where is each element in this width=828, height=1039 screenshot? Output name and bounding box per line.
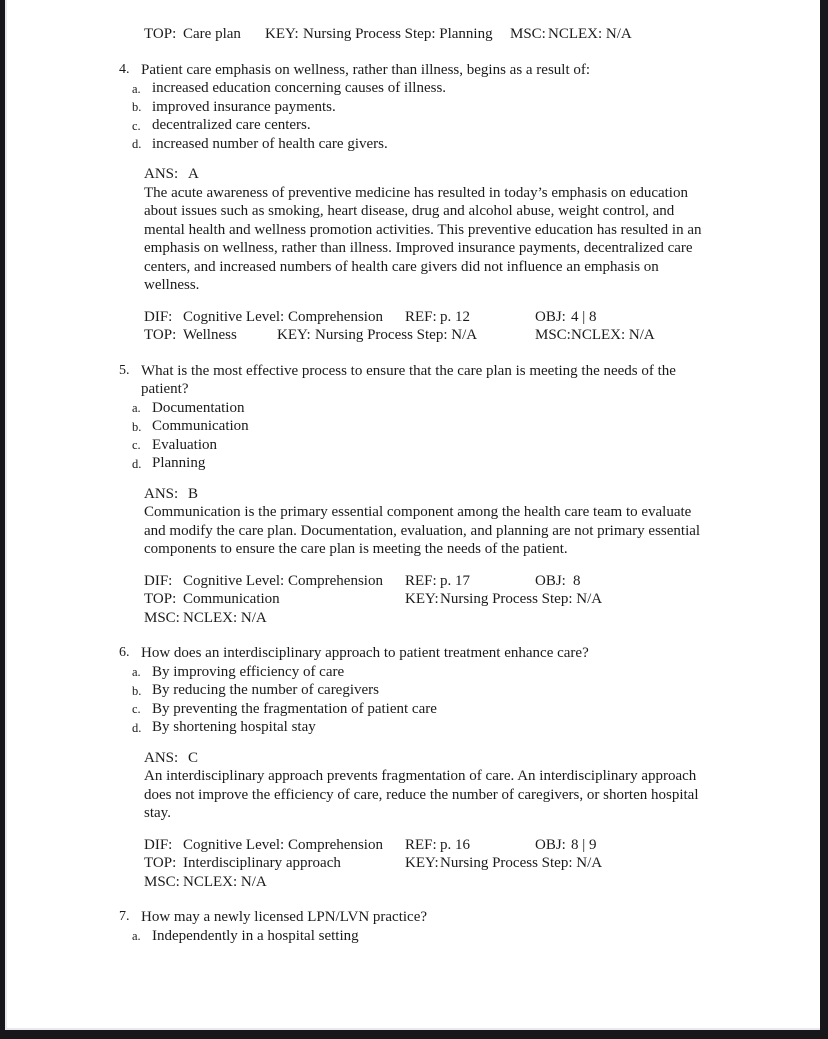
question-number: 4. — [119, 61, 130, 77]
metadata-field: Wellness — [183, 327, 237, 343]
choice-text: Communication — [152, 418, 249, 434]
answer-line — [144, 485, 820, 504]
question-stem-line: What is the most effective process to ensure that the care plan is meeting the needs of the — [141, 362, 676, 379]
metadata-field: B — [188, 485, 199, 502]
question-stem-line: Patient care emphasis on wellness, rather than illness, begins as a result of: — [141, 61, 591, 78]
question-stem-line: How does an interdisciplinary approach to patient treatment enhance care? — [141, 645, 589, 661]
metadata-field: MSC: — [144, 873, 180, 890]
metadata-field: DIF: — [144, 308, 173, 325]
question-block — [7, 362, 820, 628]
metadata-field: ANS: — [144, 749, 179, 766]
question-stem — [141, 362, 820, 399]
question-number: 7. — [119, 909, 130, 924]
metadata-field: Nursing Process Step: Planning — [303, 26, 493, 42]
rationale-line: components to ensure the care plan is meeting the needs of the patient. — [144, 541, 568, 557]
answer-choice — [7, 700, 820, 719]
choice-text: decentralized care centers. — [152, 117, 311, 133]
choice-letter: c. — [132, 702, 141, 716]
answer-line — [144, 749, 820, 768]
rationale-line: The acute awareness of preventive medicine has resulted in today’s emphasis on education — [144, 184, 688, 201]
choice-text: Independently in a hospital setting — [152, 927, 359, 944]
choice-text: Evaluation — [152, 436, 217, 453]
metadata-field: Communication — [183, 591, 280, 607]
document-page — [5, 0, 820, 1030]
metadata-block — [144, 836, 820, 892]
metadata-field: 8 | 9 — [571, 836, 597, 853]
metadata-field: REF: — [405, 308, 437, 325]
rationale-line: Communication is the primary essential component among the health care team to evaluate — [144, 504, 692, 520]
choice-letter: a. — [132, 929, 141, 943]
metadata-field: DIF: — [144, 572, 173, 589]
choice-text: increased number of health care givers. — [152, 135, 388, 152]
question-stem-row — [7, 61, 820, 80]
choice-letter: b. — [132, 683, 142, 698]
metadata-block — [144, 572, 820, 628]
rationale-line: emphasis on wellness, rather than illness. Improved insurance payments, decentralized care — [144, 240, 693, 256]
metadata-row — [144, 572, 820, 591]
choice-text: By reducing the number of caregivers — [152, 682, 379, 698]
metadata-field: Cognitive Level: Comprehension — [183, 572, 383, 589]
choice-letter: c. — [132, 438, 141, 452]
metadata-field: DIF: — [144, 836, 173, 853]
question-stem-row — [7, 362, 820, 399]
metadata-field: REF: — [405, 836, 437, 853]
metadata-field: NCLEX: N/A — [571, 327, 655, 343]
metadata-row — [144, 308, 820, 327]
choice-text: Planning — [152, 455, 206, 471]
question-block — [7, 61, 820, 345]
metadata-field: OBJ: — [535, 572, 566, 589]
metadata-field: NCLEX: N/A — [548, 26, 632, 42]
metadata-field: TOP: — [144, 591, 177, 607]
metadata-field: Cognitive Level: Comprehension — [183, 836, 383, 853]
metadata-field: ANS: — [144, 166, 179, 182]
metadata-field: NCLEX: N/A — [183, 873, 267, 890]
metadata-field: Interdisciplinary approach — [183, 855, 341, 871]
answer-choice — [7, 718, 820, 737]
choice-text: By improving efficiency of care — [152, 663, 345, 680]
metadata-field: p. 12 — [440, 308, 470, 325]
metadata-row — [144, 873, 820, 892]
rationale-line: mental health and wellness promotion activities. This preventive education has resulted in an — [144, 221, 702, 238]
question-stem — [141, 908, 820, 927]
choice-letter: d. — [132, 720, 142, 735]
metadata-field: REF: — [405, 572, 437, 589]
metadata-field: KEY: — [405, 591, 439, 607]
rationale-line: An interdisciplinary approach prevents fragmentation of care. An interdisciplinary approach — [144, 768, 697, 784]
metadata-field: Nursing Process Step: N/A — [440, 591, 603, 607]
metadata-row — [144, 836, 820, 855]
question-number: 6. — [119, 645, 130, 660]
metadata-row — [144, 25, 820, 44]
rationale-line: about issues such as smoking, heart disease, drug and alcohol abuse, weight control, and — [144, 203, 675, 219]
metadata-field: TOP: — [144, 26, 177, 42]
metadata-field: Care plan — [183, 26, 241, 42]
answer-line — [144, 165, 820, 184]
rationale-line: centers, and increased numbers of health care givers did not influence an emphasis on — [144, 258, 659, 275]
metadata-field: A — [188, 166, 199, 182]
answer-choice — [7, 927, 820, 946]
answer-choice — [7, 135, 820, 154]
question-block — [7, 644, 820, 891]
answer-choice — [7, 454, 820, 473]
answer-choice — [7, 98, 820, 117]
metadata-field: C — [188, 749, 199, 766]
metadata-row — [144, 854, 820, 873]
question-stem-row — [7, 644, 820, 663]
question-number: 5. — [119, 362, 130, 378]
metadata-field: ANS: — [144, 485, 179, 502]
choice-letter: a. — [132, 401, 141, 415]
choice-letter: b. — [132, 100, 142, 114]
page-content — [7, 25, 820, 945]
metadata-field: MSC: — [510, 26, 546, 42]
metadata-field: 8 — [573, 572, 581, 589]
answer-choice — [7, 417, 820, 436]
metadata-field: MSC: — [144, 609, 180, 626]
choice-text: By shortening hospital stay — [152, 719, 316, 735]
choice-letter: c. — [132, 118, 141, 133]
question-stem — [141, 61, 820, 80]
metadata-row — [144, 326, 820, 345]
metadata-field: p. 16 — [440, 836, 470, 853]
metadata-field: KEY: — [265, 26, 299, 42]
choice-text: improved insurance payments. — [152, 98, 336, 115]
carryover-metadata — [144, 25, 820, 44]
choice-letter: b. — [132, 419, 142, 434]
answer-choice — [7, 399, 820, 418]
metadata-row — [144, 609, 820, 628]
choice-letter: d. — [132, 137, 142, 151]
metadata-field: Cognitive Level: Comprehension — [183, 308, 383, 325]
choice-text: increased education concerning causes of illness. — [152, 80, 447, 96]
answer-block — [144, 749, 820, 823]
question-stem-line: How may a newly licensed LPN/LVN practice? — [141, 909, 428, 925]
metadata-field: 4 | 8 — [571, 308, 597, 325]
answer-choice — [7, 663, 820, 682]
metadata-field: p. 17 — [440, 572, 470, 589]
metadata-row — [144, 590, 820, 609]
metadata-field: KEY: — [277, 327, 311, 343]
metadata-field: OBJ: — [535, 308, 566, 325]
answer-choice — [7, 681, 820, 700]
metadata-field: TOP: — [144, 855, 177, 871]
answer-block — [144, 165, 820, 295]
metadata-block — [144, 308, 820, 345]
answer-choice — [7, 79, 820, 98]
question-stem-row — [7, 908, 820, 927]
answer-block — [144, 485, 820, 559]
metadata-field: OBJ: — [535, 836, 566, 853]
question-block — [7, 908, 820, 945]
choice-text: By preventing the fragmentation of patient care — [152, 700, 437, 717]
rationale-line: stay. — [144, 805, 171, 821]
metadata-field: KEY: — [405, 855, 439, 871]
answer-choice — [7, 116, 820, 135]
metadata-field: TOP: — [144, 327, 177, 343]
metadata-field: MSC: — [535, 327, 571, 343]
metadata-field: NCLEX: N/A — [183, 609, 267, 626]
rationale-line: and modify the care plan. Documentation, evaluation, and planning are not primary essential — [144, 522, 701, 539]
metadata-field: Nursing Process Step: N/A — [315, 327, 478, 343]
rationale-line: does not improve the efficiency of care, reduce the number of caregivers, or shorten hospital — [144, 786, 699, 803]
answer-choice — [7, 436, 820, 455]
question-stem-line: patient? — [141, 381, 189, 397]
rationale-line: wellness. — [144, 277, 200, 293]
choice-letter: a. — [132, 81, 141, 96]
choice-letter: d. — [132, 456, 142, 471]
choice-text: Documentation — [152, 399, 245, 416]
question-stem — [141, 644, 820, 663]
metadata-field: Nursing Process Step: N/A — [440, 855, 603, 871]
choice-letter: a. — [132, 665, 141, 679]
